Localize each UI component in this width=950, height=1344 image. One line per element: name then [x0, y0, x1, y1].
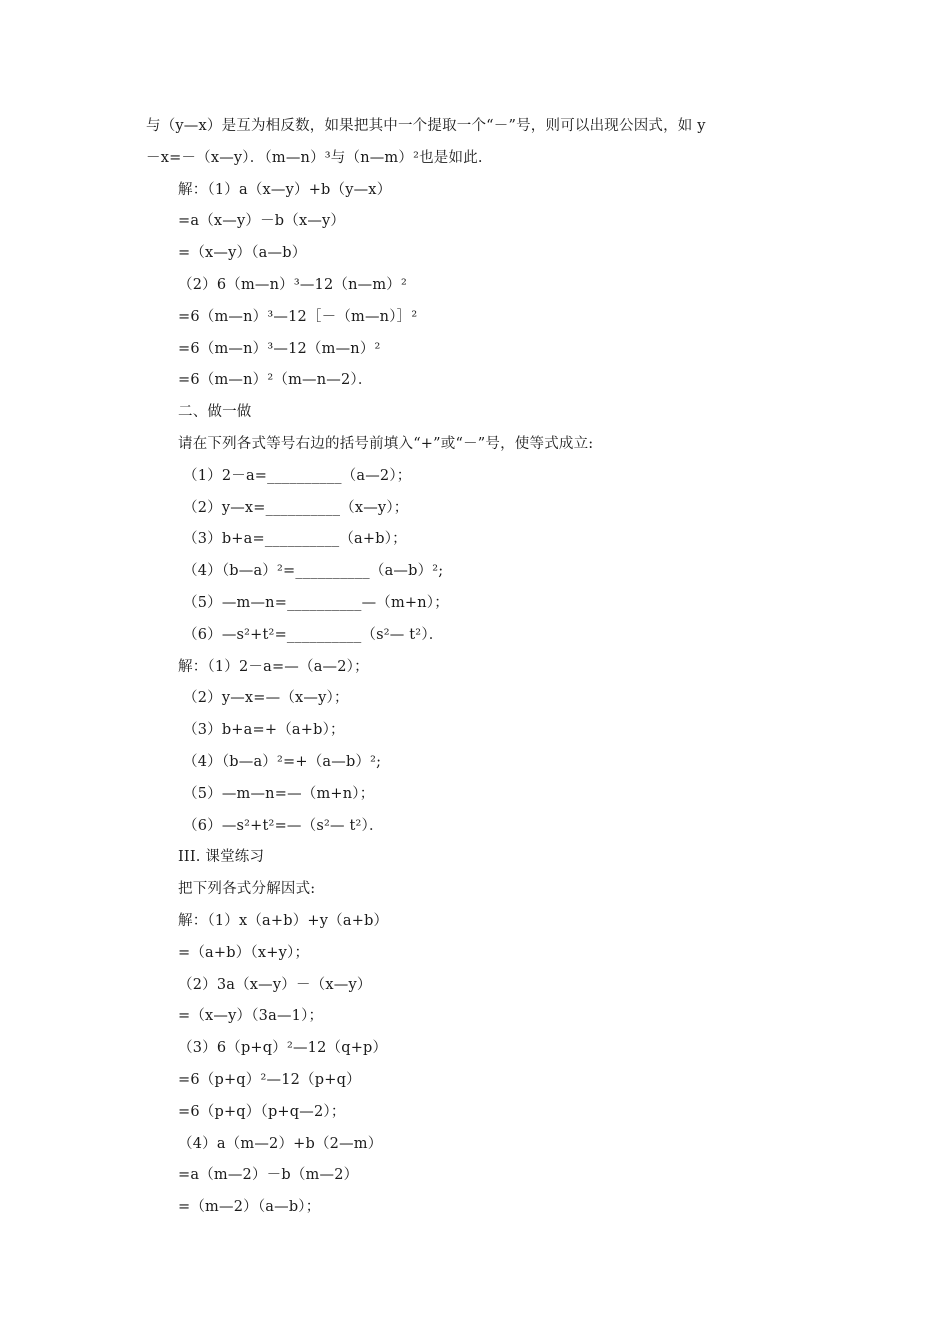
answer-line: （4）a（m—2）+b（2—m）	[178, 1136, 383, 1152]
section-heading: III. 课堂练习	[178, 849, 265, 865]
text-line: =6（m—n）²（m—n—2）．	[178, 372, 373, 388]
section-heading: 二、做一做	[178, 404, 252, 420]
answer-line: =（m—2）（a—b）；	[178, 1199, 321, 1215]
answer-line: （2）y—x=—（x—y）；	[183, 690, 349, 706]
answer-line: 解：（1）x（a+b）+y（a+b）	[178, 913, 389, 929]
answer-line: 解：（1）2－a=—（a—2）；	[178, 659, 369, 675]
answer-line: （6）—s²+t²=—（s²— t²）．	[183, 818, 384, 834]
text-line: =（x—y）（a—b）	[178, 245, 307, 261]
text-line: =a（x—y）－b（x—y）	[178, 213, 346, 229]
text-line: 请在下列各式等号右边的括号前填入“+”或“－”号，使等式成立:	[178, 436, 594, 452]
text-line: =6（m—n）³—12［－（m—n）］²	[178, 309, 418, 325]
answer-line: =（a+b）（x+y）；	[178, 945, 310, 961]
exercise-line: （1）2－a=__________（a—2）；	[183, 468, 412, 484]
exercise-line: （4）（b—a）²=__________（a—b）²;	[183, 563, 444, 579]
text-line: =6（m—n）³—12（m—n）²	[178, 341, 381, 357]
answer-line: （2）3a（x—y）－（x—y）	[178, 977, 372, 993]
answer-line: （4）（b—a）²=+（a—b）²;	[183, 754, 382, 770]
text-line: 与（y—x）是互为相反数，如果把其中一个提取一个“－”号，则可以出现公因式，如 y	[146, 118, 706, 134]
exercise-line: （3）b+a=__________（a+b）；	[183, 531, 407, 547]
exercise-line: （6）—s²+t²=__________（s²— t²）．	[183, 627, 444, 643]
text-line: （2）6（m—n）³—12（n—m）²	[178, 277, 408, 293]
answer-line: =6（p+q）（p+q—2）；	[178, 1104, 346, 1120]
answer-line: =（x—y）（3a—1）；	[178, 1008, 324, 1024]
answer-line: （3）6（p+q）²—12（q+p）	[178, 1040, 388, 1056]
answer-line: =6（p+q）²—12（p+q）	[178, 1072, 361, 1088]
answer-line: （3）b+a=+（a+b）；	[183, 722, 345, 738]
exercise-line: （2）y—x=__________（x—y）；	[183, 500, 409, 516]
text-line: －x=－（x—y）．（m—n）³与（n—m）²也是如此.	[146, 150, 483, 166]
exercise-line: （5）—m—n=__________—（m+n）；	[183, 595, 449, 611]
text-line: 把下列各式分解因式:	[178, 881, 316, 897]
answer-line: （5）—m—n=—（m+n）；	[183, 786, 375, 802]
answer-line: =a（m—2）－b（m—2）	[178, 1167, 359, 1183]
text-line: 解：（1）a（x—y）+b（y—x）	[178, 182, 392, 198]
